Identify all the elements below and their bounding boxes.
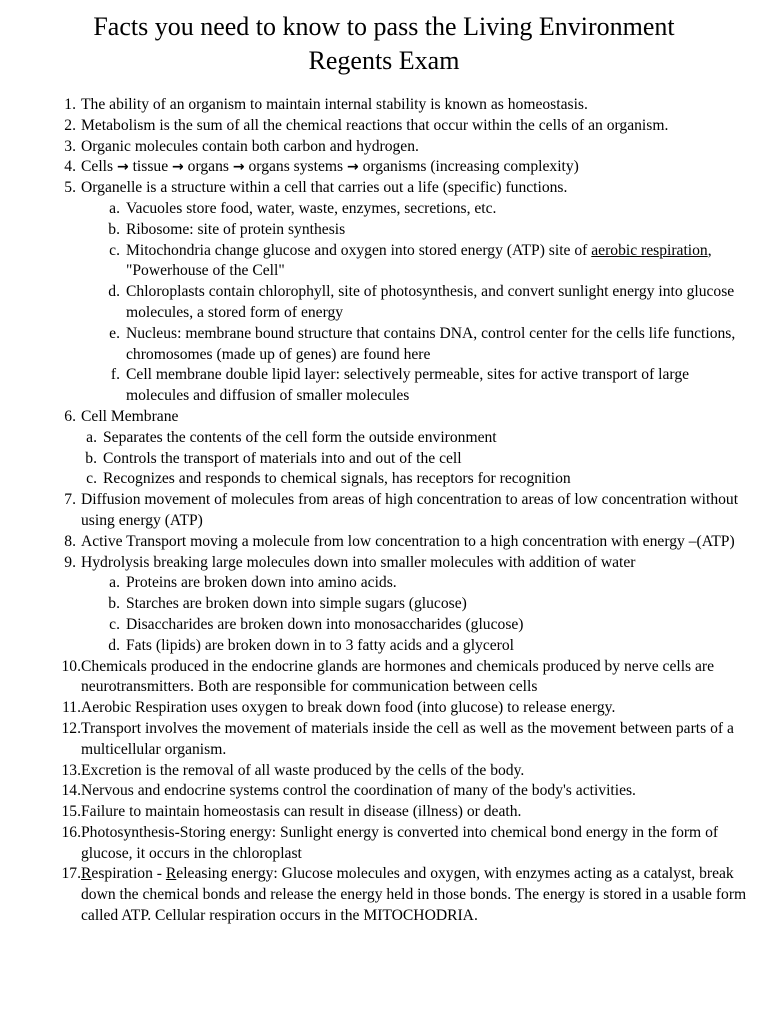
item-letter: f. (110, 366, 120, 384)
list-item-3 (0, 137, 768, 158)
item-letter: c. (109, 241, 120, 259)
item-number: 5. (64, 179, 76, 197)
list-subitem-9c (0, 615, 768, 636)
item-letter: a. (86, 428, 97, 446)
item-number: 15. (61, 803, 81, 821)
item-letter: c. (86, 470, 97, 488)
arrow-right-icon: → (232, 159, 245, 176)
arrow-right-icon: → (116, 159, 129, 176)
item-text: Nucleus: membrane bound structure that contains DNA, control center for the cells life functions, chromosomes (made up of genes) are found here (126, 324, 736, 363)
item-text: Transport involves the movement of materials inside the cell as well as the movement between parts of a multicellular organism. (81, 719, 734, 758)
item-text: Cell Membrane (81, 407, 179, 425)
list-subitem-5d (0, 282, 768, 324)
item-text: Nervous and endocrine systems control the coordination of many of the body's activities. (81, 782, 636, 800)
item-text: Disaccharides are broken down into monosaccharides (glucose) (126, 615, 524, 633)
item-text (81, 157, 751, 178)
title-line-1: Facts you need to know to pass the Living Environment (93, 12, 675, 41)
list-item-14 (0, 781, 768, 802)
list-item-1 (0, 95, 768, 116)
item-text: Controls the transport of materials into and out of the cell (103, 449, 462, 467)
item-text: Organelle is a structure within a cell that carries out a life (specific) functions. (81, 179, 568, 197)
item-number: 7. (64, 491, 76, 509)
list-item-17 (0, 864, 768, 926)
text-part: organisms (increasing complexity) (358, 158, 579, 176)
item-number: 10. (61, 657, 81, 675)
title-line-2: Regents Exam (308, 46, 460, 75)
underlined-letter: R (165, 865, 177, 883)
item-letter: b. (108, 595, 120, 613)
item-text: Chloroplasts contain chlorophyll, site of photosynthesis, and convert sunlight energy into glucose molecules, a stored form of energy (126, 283, 735, 321)
list-subitem-9b (0, 594, 768, 615)
list-item-4 (0, 157, 768, 178)
item-letter: a. (109, 199, 120, 217)
text-part: espiration - (91, 865, 166, 883)
list-item-16 (0, 823, 768, 865)
item-text: Metabolism is the sum of all the chemical reactions that occur within the cells of an organism. (81, 116, 669, 134)
text-part: tissue (128, 158, 173, 176)
list-subitem-5e (0, 324, 768, 366)
item-number: 17. (61, 865, 81, 883)
item-number: 14. (61, 782, 81, 800)
item-number: 3. (64, 137, 76, 155)
item-text: Excretion is the removal of all waste produced by the cells of the body. (81, 761, 525, 779)
item-letter: b. (85, 449, 97, 467)
item-text: Fats (lipids) are broken down in to 3 fatty acids and a glycerol (126, 636, 515, 654)
list-subitem-6b (0, 449, 768, 470)
list-subitem-5a (0, 199, 768, 220)
underlined-letter: R (81, 865, 92, 883)
item-text: Active Transport moving a molecule from low concentration to a high concentration with energy –(ATP) (81, 532, 735, 550)
item-text (126, 241, 751, 283)
item-number: 9. (64, 553, 76, 571)
list-item-7 (0, 490, 768, 532)
item-text: Photosynthesis-Storing energy: Sunlight energy is converted into chemical bond energy in the form of glucose, it occurs in the chloroplast (81, 823, 719, 862)
page-title (0, 10, 768, 78)
item-number: 16. (61, 823, 81, 841)
list-subitem-5f (0, 365, 768, 407)
item-text: Organic molecules contain both carbon and hydrogen. (81, 137, 419, 155)
item-number: 12. (61, 719, 81, 737)
item-text: Aerobic Respiration uses oxygen to break down food (into glucose) to release energy. (81, 699, 616, 717)
item-text: Chemicals produced in the endocrine glands are hormones and chemicals produced by nerve cells are neurotransmitters. Both are responsible for communication between cells (81, 657, 715, 696)
list-item-10 (0, 657, 768, 699)
underlined-term: aerobic respiration (591, 241, 708, 259)
list-subitem-6a (0, 428, 768, 449)
item-number: 1. (64, 96, 76, 113)
item-text: Proteins are broken down into amino acids. (126, 574, 397, 592)
text-part: , "Powerhouse of the Cell" (126, 241, 712, 280)
list-item-11 (0, 698, 768, 719)
text-part: Mitochondria change glucose and oxygen into stored energy (ATP) site of (126, 241, 592, 259)
list-item-8 (0, 532, 768, 553)
list-item-13 (0, 761, 768, 782)
item-letter: d. (108, 636, 120, 654)
list-item-6 (0, 407, 768, 428)
item-text: Starches are broken down into simple sugars (glucose) (126, 595, 467, 613)
list-item-5 (0, 178, 768, 199)
item-text: Ribosome: site of protein synthesis (126, 220, 346, 238)
item-text (81, 864, 751, 926)
item-letter: d. (108, 283, 120, 301)
item-text: Vacuoles store food, water, waste, enzymes, secretions, etc. (126, 199, 497, 217)
list-subitem-5b (0, 220, 768, 241)
facts-list (0, 95, 768, 927)
item-number: 11. (62, 699, 81, 717)
list-item-2 (0, 116, 768, 137)
item-number: 6. (64, 407, 76, 425)
item-number: 4. (64, 158, 76, 176)
list-subitem-9a (0, 573, 768, 594)
list-item-15 (0, 802, 768, 823)
item-text: The ability of an organism to maintain internal stability is known as homeostasis. (81, 96, 588, 113)
item-text: Cell membrane double lipid layer: selectively permeable, sites for active transport of large molecules and diffusion of smaller molecules (126, 366, 690, 405)
item-letter: e. (109, 324, 120, 342)
list-subitem-9d (0, 636, 768, 657)
text-part: Cells (81, 158, 117, 176)
text-part: eleasing energy: Glucose molecules and oxygen, with enzymes acting as a catalyst, break down the chemical bonds and release the energy held in those bonds. The energy is stored in a usable form called ATP. Cellular respiration occurs in the MITOCHODRIA. (81, 865, 747, 925)
text-part: organs (183, 158, 233, 176)
item-text: Recognizes and responds to chemical signals, has receptors for recognition (103, 470, 571, 488)
list-subitem-6c (0, 469, 768, 490)
item-letter: c. (109, 615, 120, 633)
arrow-right-icon: → (346, 159, 359, 176)
item-text: Diffusion movement of molecules from areas of high concentration to areas of low concentration without using energy (ATP) (81, 491, 739, 529)
item-letter: b. (108, 220, 120, 238)
list-subitem-5c (0, 241, 768, 283)
item-text: Failure to maintain homeostasis can result in disease (illness) or death. (81, 803, 522, 821)
item-text: Hydrolysis breaking large molecules down into smaller molecules with addition of water (81, 553, 636, 571)
item-number: 2. (64, 116, 76, 134)
arrow-right-icon: → (172, 159, 184, 176)
item-text: Separates the contents of the cell form the outside environment (103, 428, 497, 446)
text-part: organs systems (244, 158, 347, 176)
item-letter: a. (109, 574, 120, 592)
list-item-9 (0, 553, 768, 574)
item-number: 8. (64, 532, 76, 550)
item-number: 13. (61, 761, 81, 779)
list-item-12 (0, 719, 768, 761)
